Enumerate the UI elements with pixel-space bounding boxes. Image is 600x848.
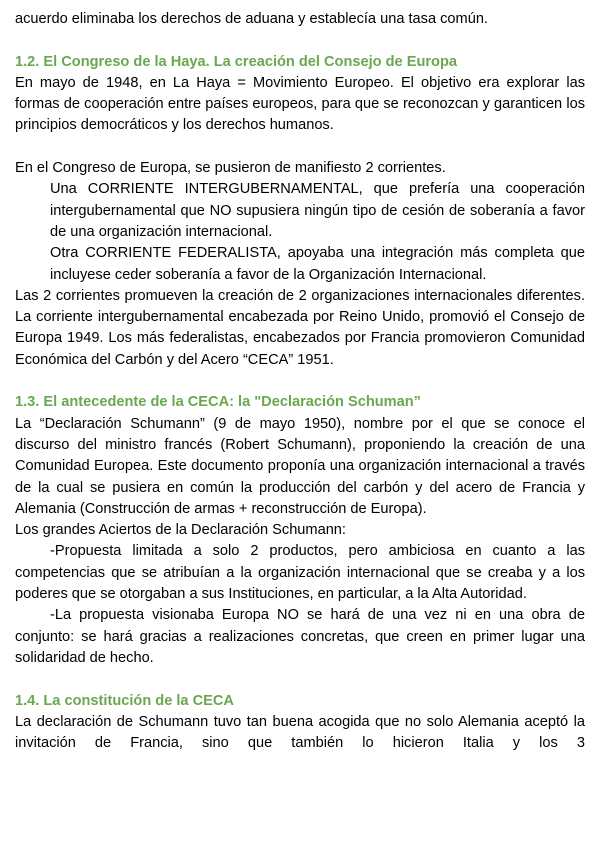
section-heading-1-4: 1.4. La constitución de la CECA — [15, 692, 234, 709]
paragraph-corrientes-intro: En el Congreso de Europa, se pusieron de manifiesto 2 corrientes. — [15, 160, 446, 177]
document-page — [15, 9, 585, 754]
paragraph-organizaciones: Las 2 corrientes promueven la creación de 2 organizaciones internacionales diferentes. La corriente intergubernamental encabezada por Reino Unido, promovió el Consejo de Europa 1949. Los más federalistas, encabezados por Francia promovieron Comunidad Económica del Carbón y del Acero “CECA” 1951. — [15, 287, 585, 368]
acierto-propuesta-limitada: -Propuesta limitada a solo 2 productos, pero ambiciosa en cuanto a las competencias que se atribuían a la organización internacional que se creaba y a los poderes que se otorgaban a sus Instituciones, en particular, a la Alta Autoridad. — [15, 543, 585, 603]
corriente-federalista: Otra CORRIENTE FEDERALISTA, apoyaba una integración más completa que incluyese ceder soberanía a favor de la Organización Internacional. — [50, 245, 585, 283]
paragraph-haya: En mayo de 1948, en La Haya = Movimiento Europeo. El objetivo era explorar las formas de cooperación entre países europeos, para que se reconozcan y garanticen los principios democráticos y los derechos humanos. — [15, 74, 585, 134]
section-heading-1-2: 1.2. El Congreso de la Haya. La creación del Consejo de Europa — [15, 53, 458, 70]
spacer — [15, 137, 585, 158]
spacer — [15, 30, 585, 51]
section-heading-1-3: 1.3. El antecedente de la CECA: la "Declaración Schuman” — [15, 394, 421, 411]
intro-line: acuerdo eliminaba los derechos de aduana y establecía una tasa común. — [15, 11, 488, 27]
spacer — [15, 371, 585, 392]
paragraph-aciertos-intro: Los grandes Aciertos de la Declaración Schumann: — [15, 522, 346, 539]
spacer — [15, 669, 585, 690]
acierto-realizaciones-concretas: -La propuesta visionaba Europa NO se hará de una vez ni en una obra de conjunto: se hará gracias a realizaciones concretas, que creen en primer lugar una solidaridad de hecho. — [15, 607, 585, 666]
paragraph-declaracion: La “Declaración Schumann” (9 de mayo 1950), nombre por el que se conoce el discurso del ministro francés (Robert Schumann), proponiendo la creación de una Comunidad Europea. Este documento proponía una organización internacional a través de la cual se pusiera en común la producción del carbón y del acero de Francia y Alemania (Construcción de armas + reconstrucción de Europa). — [15, 415, 585, 517]
corriente-intergubernamental: Una CORRIENTE INTERGUBERNAMENTAL, que prefería una cooperación intergubernamental que NO supusiera ningún tipo de cesión de soberanía a favor de una organización internacional. — [50, 181, 585, 240]
paragraph-constitucion: La declaración de Schumann tuvo tan buena acogida que no solo Alemania aceptó la invitación de Francia, sino que también lo hicieron Italia y los 3 — [15, 713, 585, 752]
